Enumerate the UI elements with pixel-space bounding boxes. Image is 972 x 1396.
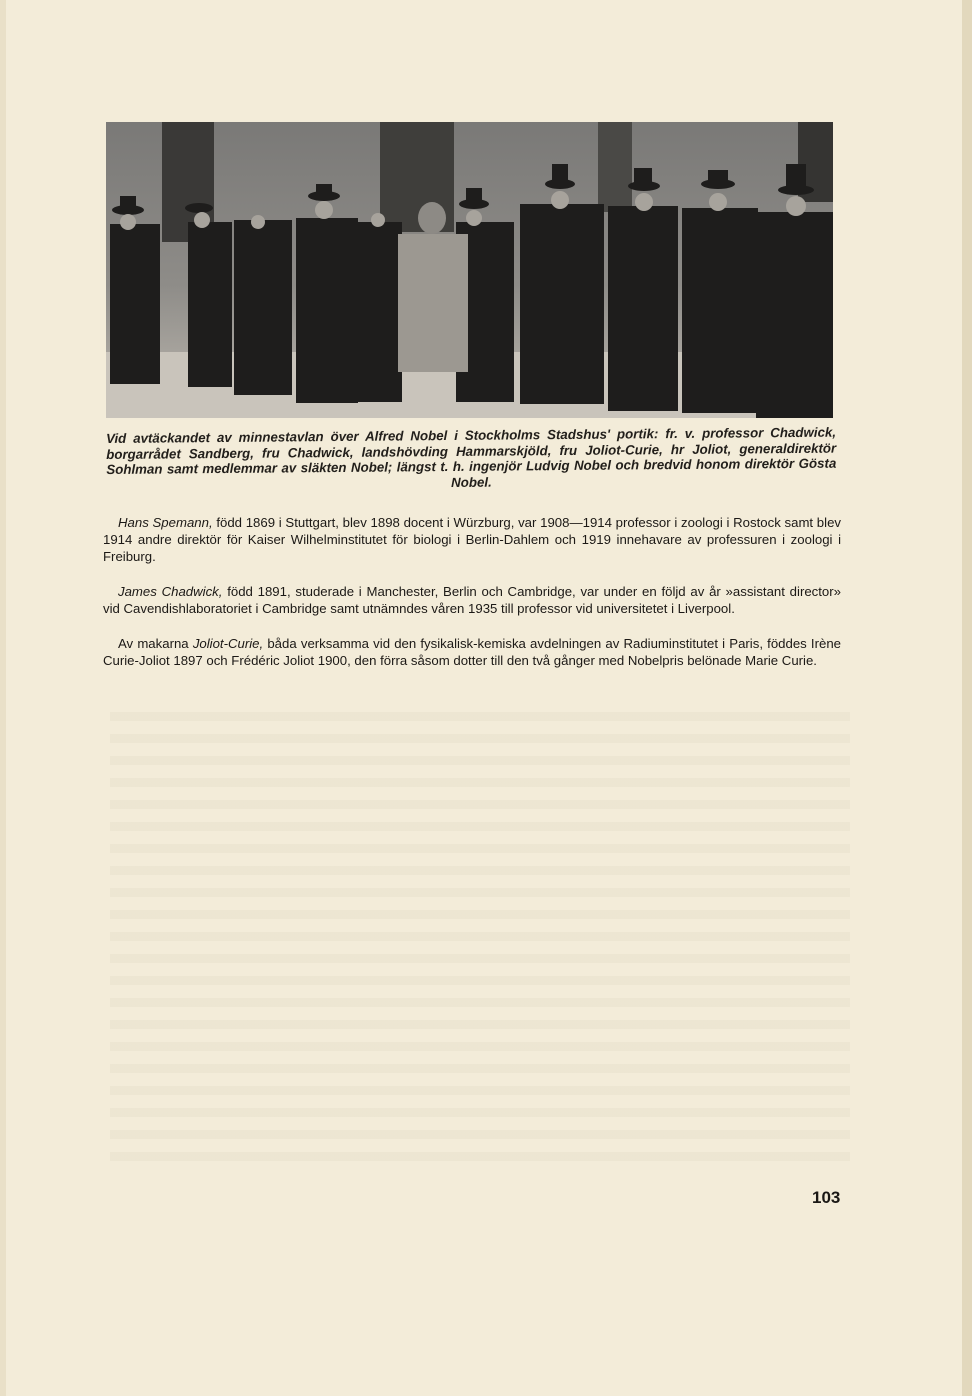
paragraph-prefix: Av makarna	[118, 636, 193, 651]
article-body	[103, 514, 841, 687]
caption-text: Vid avtäckandet av minnestavlan över Alfred Nobel i Stockholms Stadshus' portik: fr. v. professor Chadwick, borgarrådet Sandberg, fru Chadwick, landshövding Hammarskjöld, fru Joliot-Curie, hr Joliot, generaldirektör Sohlman samt medlemmar av släkten Nobel; längst t. h. ingenjör Ludvig Nobel och bredvid honom direktör Gösta Nobel.	[106, 424, 837, 490]
paragraph-text: båda verksamma vid den fysikalisk-kemiska avdelningen av Radiuminstitutet i Paris, föddes Irène Curie-Joliot 1897 och Frédéric Joliot 1900, den förra såsom dotter till den två gånger med Nobelpris belönade Marie Curie.	[103, 636, 841, 668]
person-name: Joliot-Curie,	[192, 636, 264, 651]
page-number: 103	[812, 1188, 841, 1207]
paragraph-chadwick	[103, 583, 841, 617]
photo-caption	[106, 425, 837, 494]
paragraph-spemann	[103, 514, 841, 565]
group-photo-icon	[106, 122, 833, 418]
paragraph-text: född 1891, studerade i Manchester, Berlin och Cambridge, var under en följd av år »assistant director» vid Cavendishlaboratoriet i Cambridge samt utnämndes våren 1935 till professor vid universitetet i Liverpool.	[103, 584, 841, 616]
paragraph-joliot-curie	[103, 635, 841, 669]
person-name: Hans Spemann,	[118, 515, 213, 530]
group-photo	[106, 122, 833, 418]
person-name: James Chadwick,	[118, 584, 223, 599]
paragraph-text: född 1869 i Stuttgart, blev 1898 docent i Würzburg, var 1908—1914 professor i zoologi i Rostock samt blev 1914 andre direktör för Kaiser Wilhelminstitutet för biologi i Berlin-Dahlem och 1919 innehavare av professuren i zoologi i Freiburg.	[103, 515, 841, 564]
show-through-text	[110, 712, 850, 1172]
